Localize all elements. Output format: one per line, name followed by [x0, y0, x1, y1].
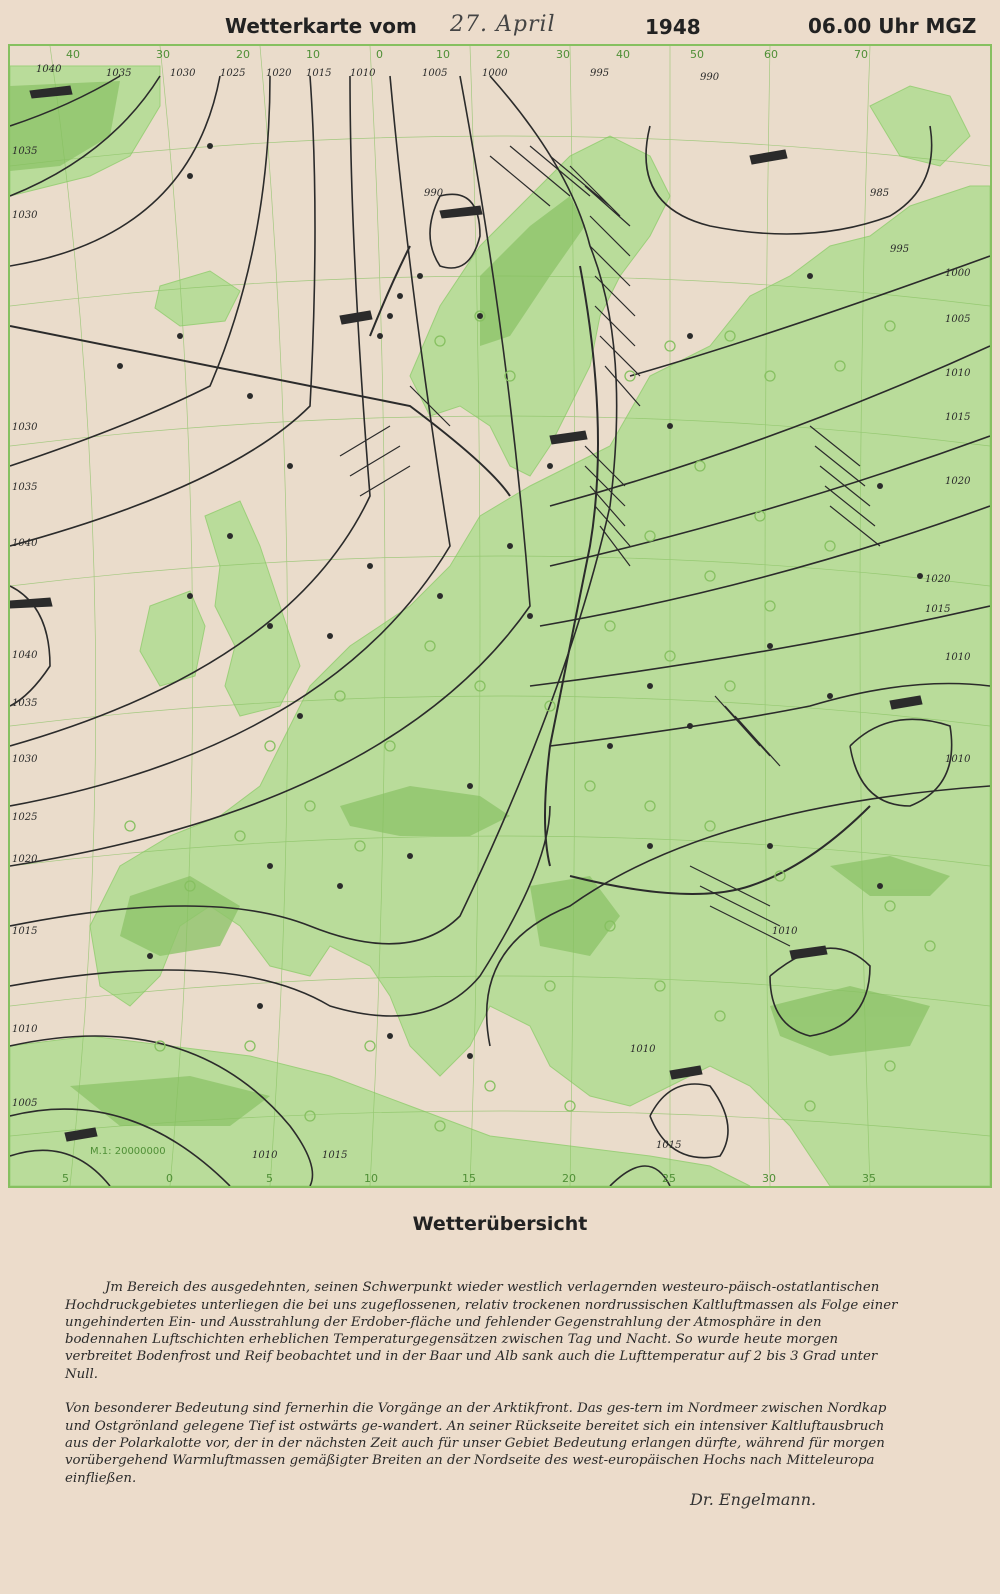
isobar-label: 1000 — [482, 68, 508, 79]
isobar-label: 1035 — [12, 698, 38, 709]
top-degree-label: 70 — [854, 48, 868, 61]
isobar-label: 1010 — [945, 754, 971, 765]
pressure-label: 1010 — [630, 1044, 656, 1055]
isobar-label: 1015 — [925, 604, 951, 615]
isobar-label: 1025 — [220, 68, 246, 79]
isobar-label: 1030 — [12, 754, 38, 765]
top-degree-label: 30 — [156, 48, 170, 61]
bottom-degree-label: 0 — [166, 1172, 173, 1185]
summary-paragraph-1: Jm Bereich des ausgedehnten, seinen Schwerpunkt wieder westlich verlagernden westeuro-päisch-ostatlantischen Hochdruckgebietes unterliegen die bei uns zugeflossenen, relativ trockenen nordrussischen Kaltluftmassen als Folge einer ungehinderten Ein- und Ausstrahlung der Erdober-fläche und fehlender Gegenstrahlung der Atmosphäre in den bodennahen Luftschichten erheblichen Temperaturgegensätzen zwischen Tag und Nacht. So wurde heute morgen verbreitet Bodenfrost und Reif beobachtet und in der Baar und Alb sank auch die Lufttemperatur auf 2 bis 3 Grad unter Null. — [65, 1280, 898, 1382]
isobar-label: 1010 — [12, 1024, 38, 1035]
top-degree-label: 10 — [436, 48, 450, 61]
isobar-label: 1020 — [945, 476, 971, 487]
isobar-label: 1005 — [422, 68, 448, 79]
isobar-label: 1015 — [945, 412, 971, 423]
isobar-label: 985 — [870, 188, 890, 199]
top-degree-label: 30 — [556, 48, 570, 61]
weather-map-canvas — [10, 46, 990, 1186]
isobar-label: 1040 — [12, 650, 38, 661]
top-degree-label: 10 — [306, 48, 320, 61]
map-title: Wetterkarte vom — [225, 14, 417, 38]
isobar-label: 1015 — [656, 1140, 682, 1151]
isobar-label: 1000 — [945, 268, 971, 279]
isobar-label: 1010 — [945, 368, 971, 379]
top-degree-label: 60 — [764, 48, 778, 61]
isobar-label: 1015 — [306, 68, 332, 79]
isobar-label: 1035 — [106, 68, 132, 79]
isobar-label: 1010 — [945, 652, 971, 663]
isobar-label: 1010 — [252, 1150, 278, 1161]
isobar-label: 1005 — [945, 314, 971, 325]
bottom-degree-label: 25 — [662, 1172, 676, 1185]
isobar-label: 990 — [700, 72, 720, 83]
map-year: 1948 — [645, 15, 701, 39]
top-degree-label: 40 — [616, 48, 630, 61]
weather-summary-text — [65, 1262, 905, 1504]
isobar-label: 1025 — [12, 812, 38, 823]
bottom-degree-label: 10 — [364, 1172, 378, 1185]
isobar-label: 1040 — [36, 64, 62, 75]
isobar-label: 1030 — [12, 422, 38, 433]
bottom-degree-label: 5 — [62, 1172, 69, 1185]
pressure-label: 1010 — [772, 926, 798, 937]
isobar-label: 1005 — [12, 1098, 38, 1109]
summary-paragraph-2: Von besonderer Bedeutung sind fernerhin die Vorgänge an der Arktikfront. Das ges-tern im Nordmeer zwischen Nordkap und Ostgrönland gelegene Tief ist ostwärts ge-wandert. An seiner Rückseite bereitet sich ein intensiver Kaltluftausbruch aus der Polarkalotte vor, der in der nächsten Zeit auch für unser Gebiet Bedeutung erlangen dürfte, während für morgen vorübergehend Warmluftmassen gemäßigter Breiten an der Nordseite des west-europäischen Hochs nach Mitteleuropa einfließen. — [65, 1401, 887, 1486]
top-degree-label: 20 — [236, 48, 250, 61]
bottom-degree-label: 35 — [862, 1172, 876, 1185]
isobar-label: 1020 — [925, 574, 951, 585]
isobar-label: 1040 — [12, 538, 38, 549]
bottom-degree-label: 5 — [266, 1172, 273, 1185]
isobar-label: 1035 — [12, 146, 38, 157]
isobar-label: 1015 — [12, 926, 38, 937]
author-signature: Dr. Engelmann. — [690, 1490, 817, 1509]
isobar-label: 1035 — [12, 482, 38, 493]
bottom-degree-label: 15 — [462, 1172, 476, 1185]
bottom-degree-label: 30 — [762, 1172, 776, 1185]
map-scale: M.1: 20000000 — [90, 1146, 166, 1157]
isobar-label: 1010 — [350, 68, 376, 79]
summary-title: Wetterübersicht — [412, 1213, 588, 1235]
top-degree-label: 20 — [496, 48, 510, 61]
isobar-label: 995 — [890, 244, 910, 255]
top-degree-label: 40 — [66, 48, 80, 61]
isobar-label: 995 — [590, 68, 610, 79]
isobar-label: 1020 — [266, 68, 292, 79]
weather-map — [8, 44, 992, 1188]
map-header — [0, 0, 1000, 44]
bottom-degree-label: 20 — [562, 1172, 576, 1185]
isobar-label: 1030 — [170, 68, 196, 79]
map-date: 27. April — [450, 12, 556, 37]
top-degree-label: 0 — [376, 48, 383, 61]
isobar-label: 1015 — [322, 1150, 348, 1161]
isobar-label: 1020 — [12, 854, 38, 865]
map-time: 06.00 Uhr MGZ — [808, 14, 977, 38]
top-degree-label: 50 — [690, 48, 704, 61]
isobar-label: 1030 — [12, 210, 38, 221]
pressure-label: 990 — [424, 188, 444, 199]
